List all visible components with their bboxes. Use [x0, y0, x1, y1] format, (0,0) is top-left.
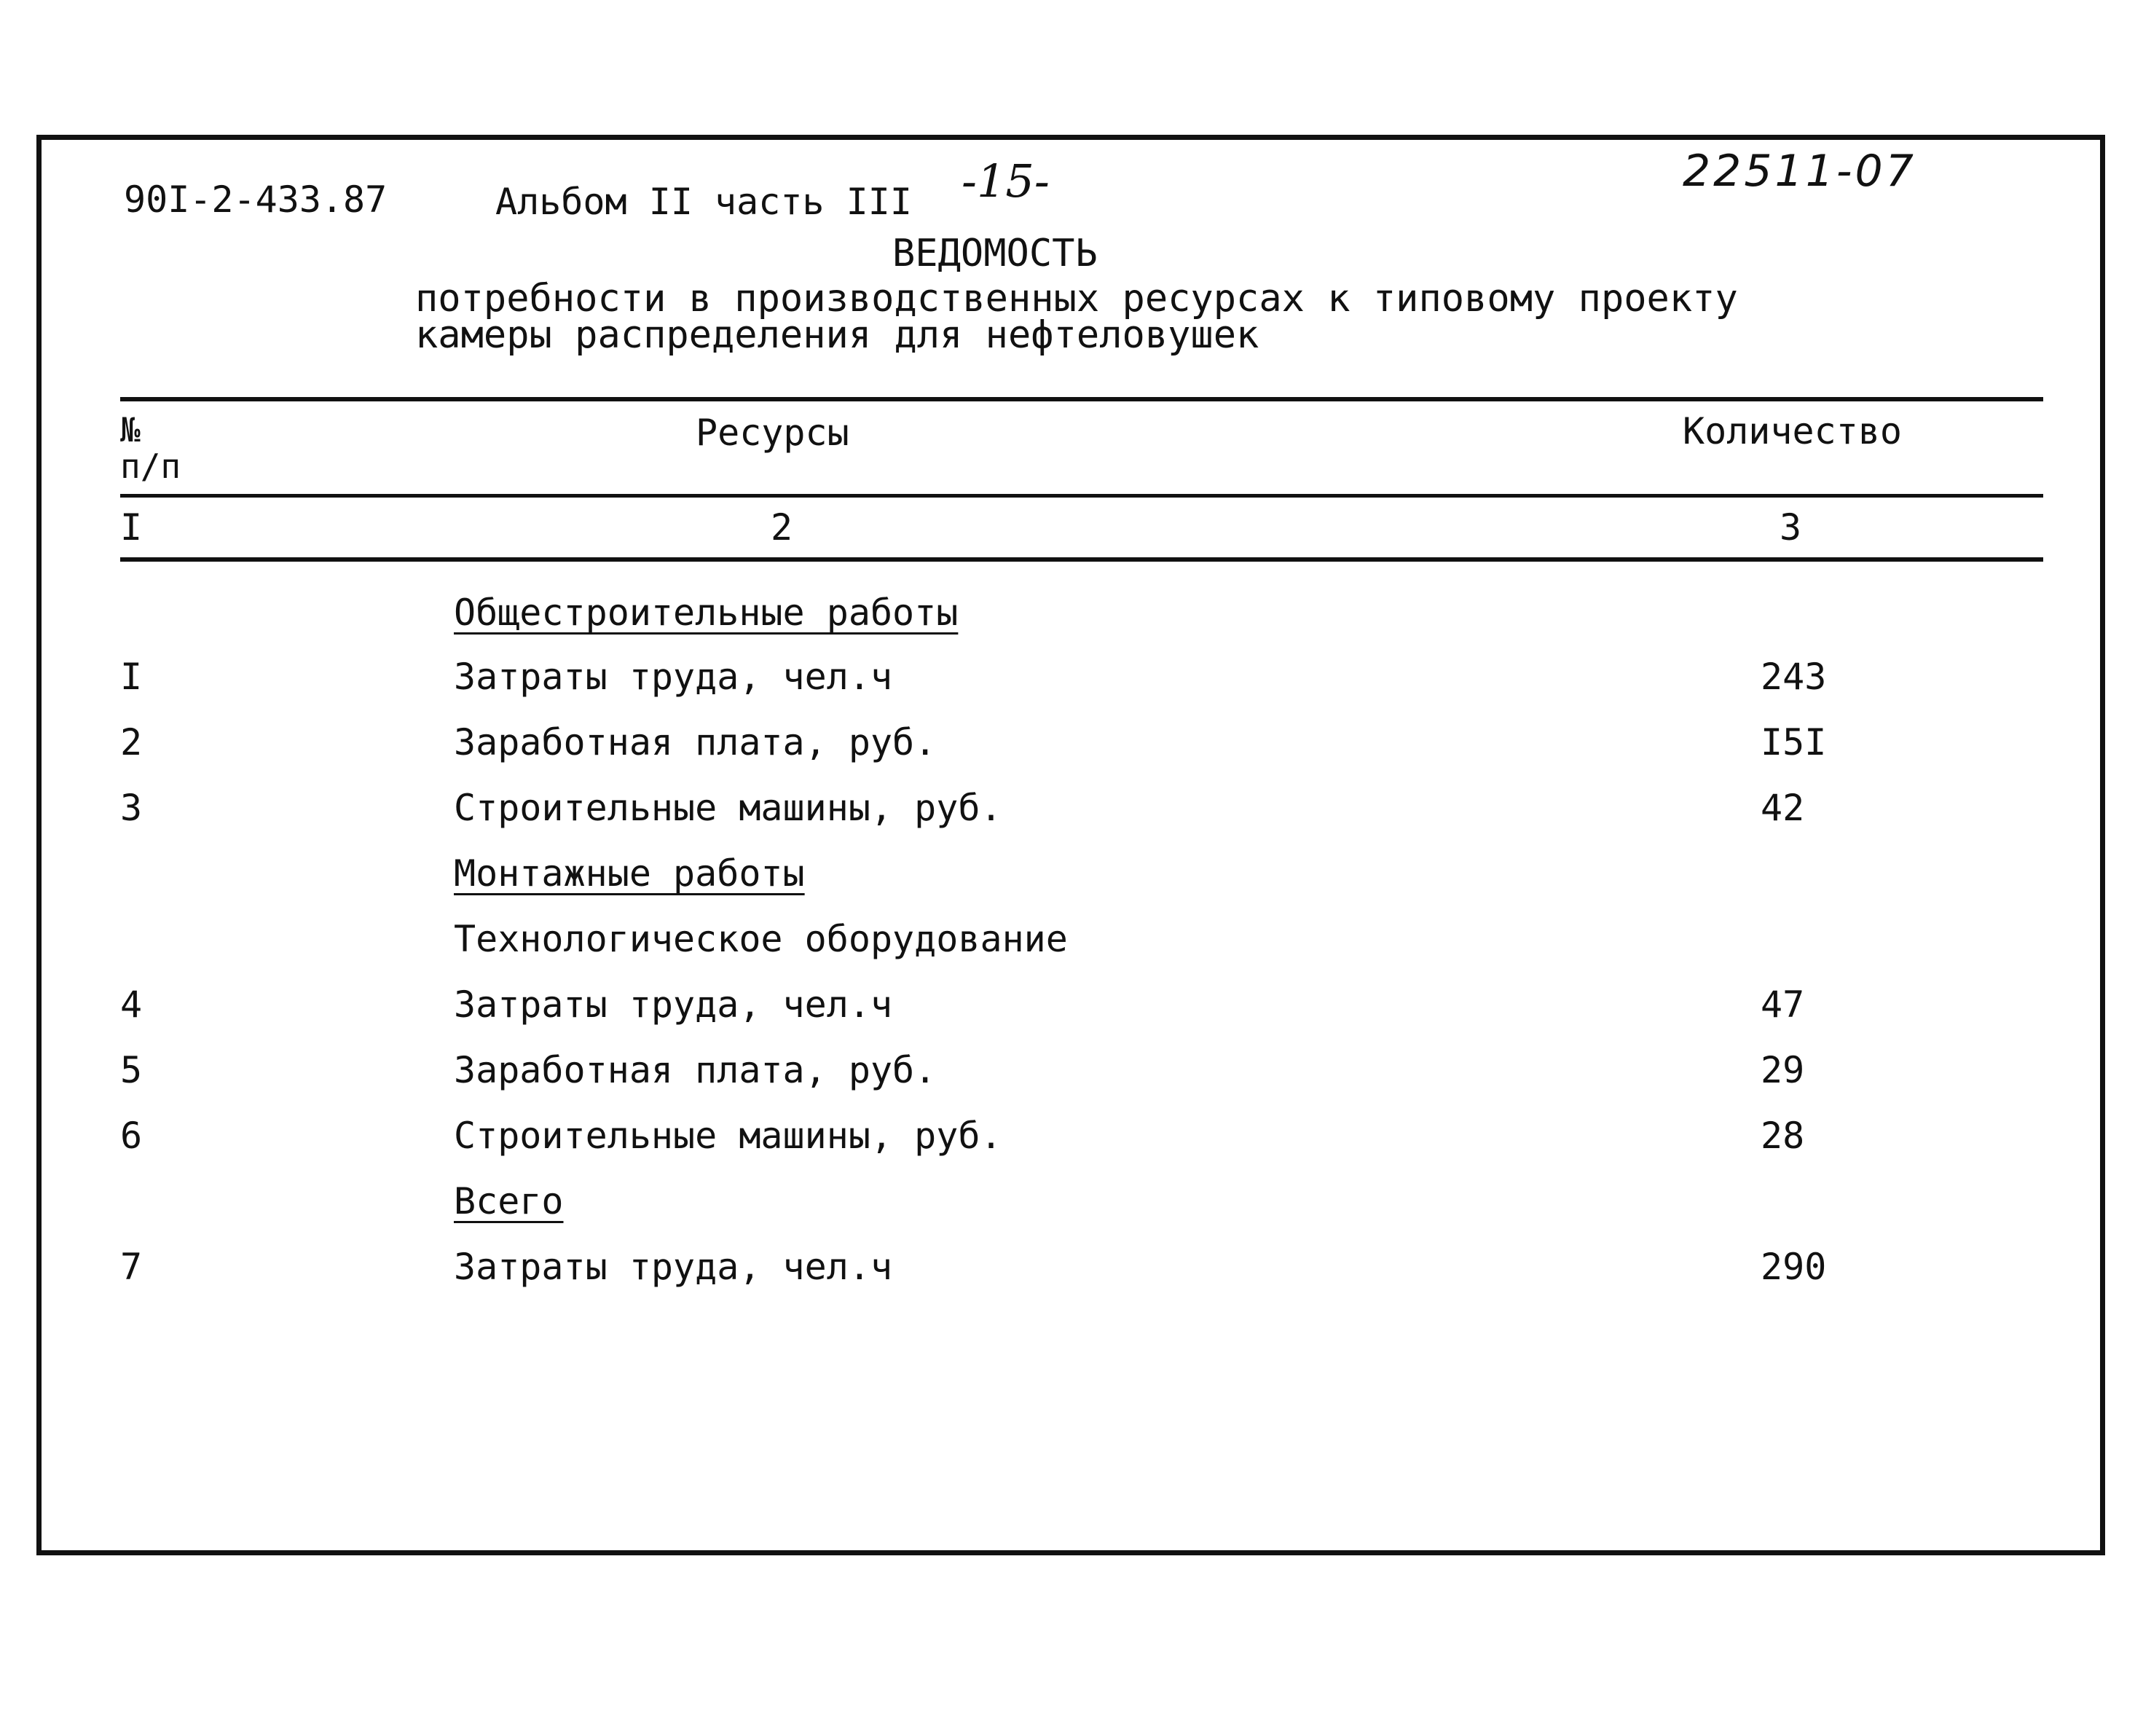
row-number: 2	[120, 721, 143, 763]
header-number-pp: п/п	[120, 447, 181, 486]
row-number: 4	[120, 983, 143, 1026]
section-assembly: Монтажные работы	[454, 852, 805, 895]
subtitle-line-2: камеры распределения для нефтеловушек	[415, 313, 1259, 357]
column-number-1: I	[120, 506, 143, 549]
header-number	[120, 412, 181, 484]
row-number: 6	[120, 1115, 143, 1157]
column-number-rule	[120, 557, 2043, 562]
section-total: Всего	[454, 1180, 564, 1222]
header-resource: Ресурсы	[696, 412, 849, 454]
document-code: 90I-2-433.87	[124, 178, 388, 221]
header-number-sign: №	[120, 410, 141, 449]
section-equipment: Технологическое оборудование	[454, 918, 1068, 960]
row-resource: Затраты труда, чел.ч	[454, 1246, 893, 1288]
subtitle-line-1: потребности в производственных ресурсах к типовому проекту	[415, 277, 1738, 321]
row-quantity: 42	[1761, 787, 1805, 829]
page-number: -15-	[962, 154, 1050, 208]
registration-number: 22511-07	[1683, 146, 1916, 197]
row-quantity: 243	[1761, 656, 1827, 698]
table-top-rule	[120, 397, 2043, 401]
row-resource: Заработная плата, руб.	[454, 721, 937, 763]
document-subtitle	[415, 277, 1738, 357]
row-number: I	[120, 656, 143, 698]
document-title: ВЕДОМОСТЬ	[892, 232, 1098, 275]
row-resource: Затраты труда, чел.ч	[454, 983, 893, 1026]
row-quantity: 28	[1761, 1115, 1805, 1157]
row-quantity: 47	[1761, 983, 1805, 1026]
column-number-3: 3	[1780, 506, 1802, 549]
row-number: 5	[120, 1049, 143, 1091]
section-general: Общестроительные работы	[454, 592, 959, 634]
row-resource: Затраты труда, чел.ч	[454, 656, 893, 698]
row-resource: Заработная плата, руб.	[454, 1049, 937, 1091]
row-resource: Строительные машины, руб.	[454, 787, 1002, 829]
row-number: 7	[120, 1246, 143, 1288]
column-number-2: 2	[771, 506, 793, 549]
album-label: Альбом II часть III	[495, 181, 912, 223]
header-bottom-rule	[120, 494, 2043, 498]
header-quantity: Количество	[1683, 410, 1903, 452]
row-quantity: I5I	[1761, 721, 1827, 763]
row-quantity: 29	[1761, 1049, 1805, 1091]
row-number: 3	[120, 787, 143, 829]
row-resource: Строительные машины, руб.	[454, 1115, 1002, 1157]
row-quantity: 290	[1761, 1246, 1827, 1288]
